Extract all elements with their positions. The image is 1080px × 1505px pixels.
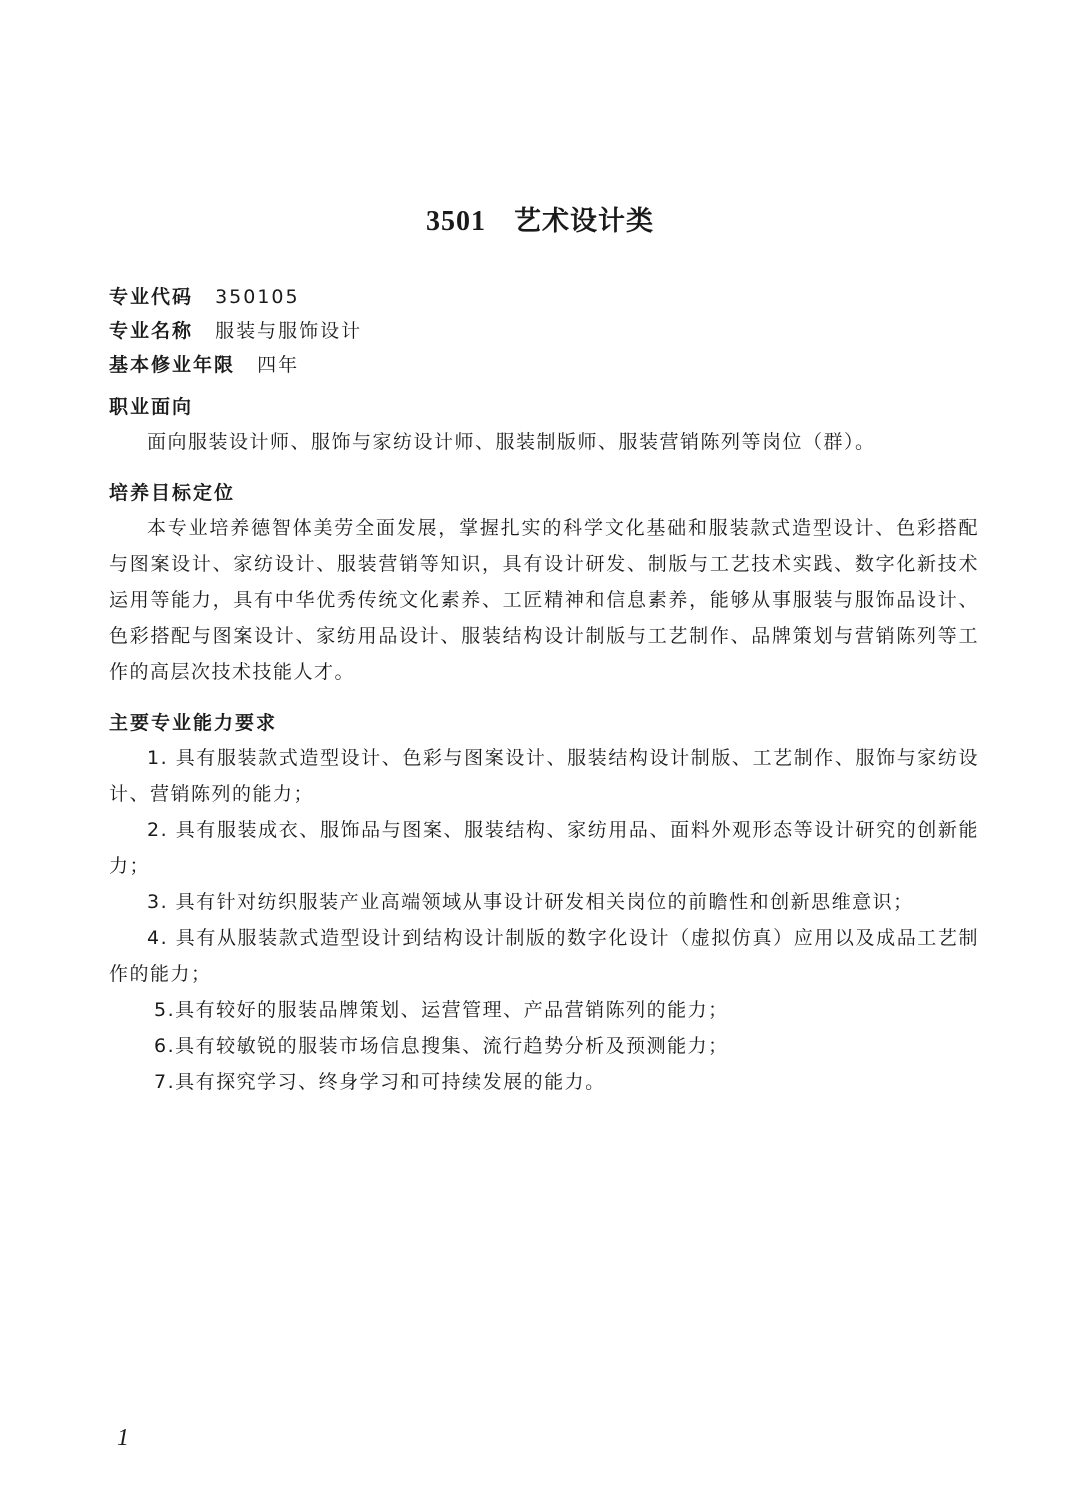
study-years-label: 基本修业年限 bbox=[109, 354, 236, 376]
goal-text: 本专业培养德智体美劳全面发展，掌握扎实的科学文化基础和服装款式造型设计、色彩搭配与图案设计、家纺设计、服装营销等知识，具有设计研发、制版与工艺技术实践、数字化新技术运用等能力，具有中华优秀传统文化素养、工匠精神和信息素养，能够从事服装与服饰品设计、色彩搭配与图案设计、家纺用品设计、服装结构设计制版与工艺制作、品牌策划与营销陈列等工作的高层次技术技能人才。 bbox=[109, 517, 979, 683]
ability-item: 6.具有较敏锐的服装市场信息搜集、流行趋势分析及预测能力； bbox=[154, 1035, 729, 1057]
major-name-row bbox=[109, 314, 979, 348]
ability-item: 4. 具有从服装款式造型设计到结构设计制版的数字化设计（虚拟仿真）应用以及成品工艺制作的能力； bbox=[109, 927, 979, 985]
ability-item: 7.具有探究学习、终身学习和可持续发展的能力。 bbox=[154, 1071, 606, 1093]
ability-item: 2. 具有服装成衣、服饰品与图案、服装结构、家纺用品、面料外观形态等设计研究的创新能力； bbox=[109, 819, 979, 877]
page-title bbox=[0, 200, 1080, 244]
study-years-value: 四年 bbox=[257, 354, 300, 376]
category-name: 艺术设计类 bbox=[514, 206, 654, 237]
major-name-value: 服装与服饰设计 bbox=[215, 320, 363, 342]
ability-item: 3. 具有针对纺织服装产业高端领域从事设计研发相关岗位的前瞻性和创新思维意识； bbox=[147, 891, 914, 913]
document-body bbox=[109, 390, 979, 1100]
major-info bbox=[109, 280, 979, 382]
major-code-label: 专业代码 bbox=[109, 286, 194, 308]
career-heading: 职业面向 bbox=[109, 396, 194, 418]
study-years-row bbox=[109, 348, 979, 382]
career-text: 面向服装设计师、服饰与家纺设计师、服装制版师、服装营销陈列等岗位（群）。 bbox=[147, 431, 876, 453]
ability-item: 5.具有较好的服装品牌策划、运营管理、产品营销陈列的能力； bbox=[154, 999, 729, 1021]
major-code-row bbox=[109, 280, 979, 314]
category-code: 3501 bbox=[426, 206, 486, 237]
abilities-list bbox=[109, 740, 979, 1100]
page-number: 1 bbox=[117, 1425, 129, 1451]
goal-heading: 培养目标定位 bbox=[109, 482, 236, 504]
major-name-label: 专业名称 bbox=[109, 320, 194, 342]
major-code-value: 350105 bbox=[215, 286, 300, 308]
abilities-heading: 主要专业能力要求 bbox=[109, 712, 278, 734]
ability-item: 1. 具有服装款式造型设计、色彩与图案设计、服装结构设计制版、工艺制作、服饰与家纺设计、营销陈列的能力； bbox=[109, 747, 979, 805]
